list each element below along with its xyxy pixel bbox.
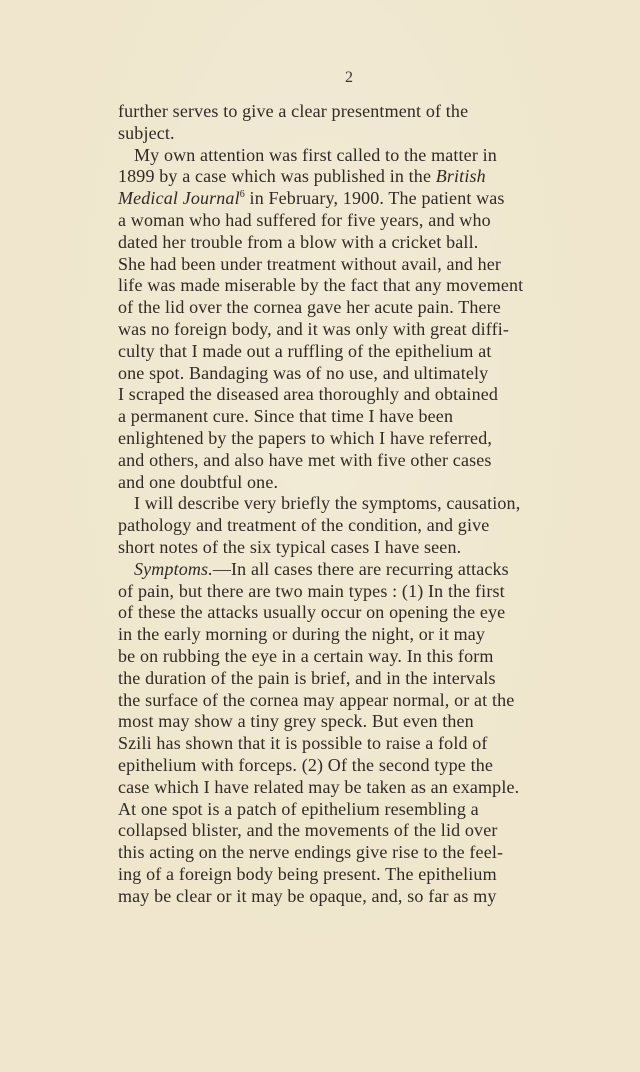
text-line [118, 275, 638, 297]
text-line [118, 668, 638, 690]
text-line [118, 341, 638, 363]
text-segment: I will describe very briefly the symptoms, causation, [134, 493, 521, 514]
text-line [118, 210, 638, 232]
text-segment: dated her trouble from a blow with a cricket ball. [118, 231, 479, 252]
text-line [118, 232, 638, 254]
footnote-reference: 6 [239, 189, 245, 201]
text-line [118, 493, 638, 515]
text-segment: one spot. Bandaging was of no use, and ultimately [118, 362, 489, 383]
text-segment: in February, 1900. The patient was [244, 188, 505, 209]
italic-text: Symptoms. [134, 558, 213, 579]
text-segment: most may show a tiny grey speck. But even then [118, 711, 474, 732]
text-line [118, 188, 638, 210]
text-line [118, 319, 638, 341]
text-segment: life was made miserable by the fact that any movement [118, 275, 524, 296]
text-line [118, 711, 638, 733]
text-segment: this acting on the nerve endings give rise to the feel- [118, 842, 504, 863]
text-segment: case which I have related may be taken as an example. [118, 776, 520, 797]
text-segment: culty that I made out a ruffling of the epithelium at [118, 340, 492, 361]
text-segment: of pain, but there are two main types : (1) In the first [118, 580, 505, 601]
text-segment: of the lid over the cornea gave her acute pain. There [118, 297, 501, 318]
text-segment: subject. [118, 122, 175, 143]
text-segment: She had been under treatment without avail, and her [118, 253, 502, 274]
text-segment: and one doubtful one. [118, 471, 279, 492]
text-line [118, 690, 638, 712]
text-line [118, 406, 638, 428]
text-line [118, 799, 638, 821]
text-line [118, 166, 638, 188]
text-segment: the surface of the cornea may appear normal, or at the [118, 689, 515, 710]
text-line [118, 624, 638, 646]
text-segment: may be clear or it may be opaque, and, so far as my [118, 885, 497, 906]
text-segment: collapsed blister, and the movements of the lid over [118, 820, 498, 841]
text-segment: and others, and also have met with five other cases [118, 449, 492, 470]
text-line [118, 646, 638, 668]
text-line [118, 428, 638, 450]
text-line [118, 581, 638, 603]
text-line [118, 515, 638, 537]
text-line [118, 297, 638, 319]
text-line [118, 602, 638, 624]
text-line [118, 537, 638, 559]
text-segment: a permanent cure. Since that time I have been [118, 406, 454, 427]
text-line [118, 101, 638, 123]
text-segment: epithelium with forceps. (2) Of the second type the [118, 754, 494, 775]
body-text [118, 101, 638, 907]
text-segment: 1899 by a case which was published in the [118, 166, 436, 187]
text-segment: short notes of the six typical cases I have seen. [118, 536, 462, 557]
text-line [118, 777, 638, 799]
text-segment: Szili has shown that it is possible to raise a fold of [118, 733, 488, 754]
text-segment: the duration of the pain is brief, and in the intervals [118, 667, 496, 688]
italic-text: British [435, 166, 486, 187]
text-segment: was no foreign body, and it was only with great diffi- [118, 318, 510, 339]
text-line [118, 733, 638, 755]
text-line [118, 864, 638, 886]
text-line [118, 254, 638, 276]
text-segment: of these the attacks usually occur on opening the eye [118, 602, 506, 623]
text-segment: be on rubbing the eye in a certain way. In this form [118, 645, 494, 666]
text-segment: I scraped the diseased area thoroughly and obtained [118, 384, 499, 405]
italic-text: Medical Journal [118, 188, 240, 209]
page-number: 2 [345, 69, 353, 86]
text-line [118, 145, 638, 167]
text-segment: At one spot is a patch of epithelium resembling a [118, 798, 479, 819]
text-line [118, 472, 638, 494]
text-segment: enlightened by the papers to which I have referred, [118, 427, 492, 448]
text-line [118, 755, 638, 777]
text-segment: further serves to give a clear presentment of the [118, 101, 469, 121]
text-segment: —In all cases there are recurring attacks [212, 558, 509, 579]
text-line [118, 384, 638, 406]
text-line [118, 123, 638, 145]
text-line [118, 363, 638, 385]
text-line [118, 842, 638, 864]
text-line [118, 559, 638, 581]
text-segment: in the early morning or during the night, or it may [118, 624, 486, 645]
text-segment: ing of a foreign body being present. The epithelium [118, 863, 497, 884]
text-line [118, 820, 638, 842]
text-line [118, 886, 638, 908]
text-segment: My own attention was first called to the matter in [134, 144, 497, 165]
text-segment: pathology and treatment of the condition, and give [118, 515, 490, 536]
text-segment: a woman who had suffered for five years, and who [118, 209, 491, 230]
text-line [118, 450, 638, 472]
